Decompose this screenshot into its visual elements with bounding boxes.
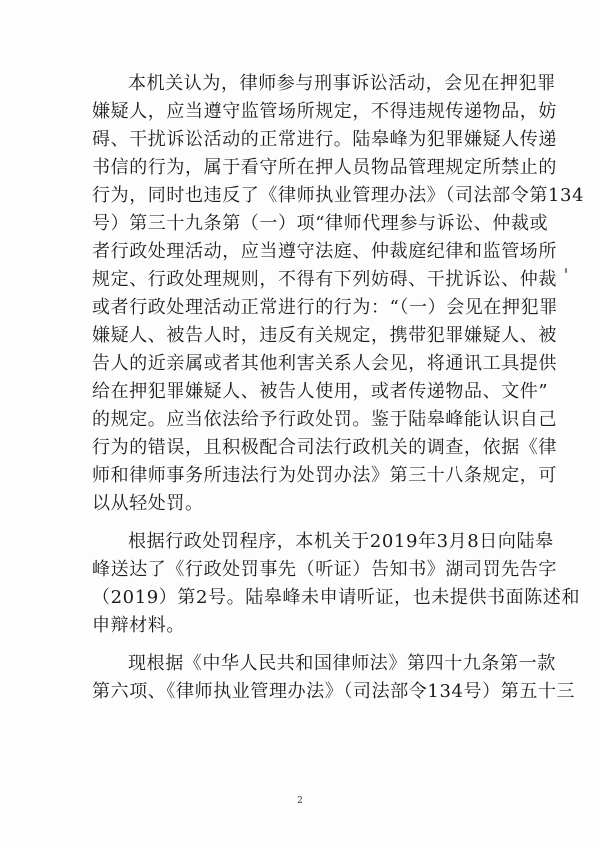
text-line: 告人的近亲属或者其他利害关系人会见，将通讯工具提供 bbox=[92, 353, 557, 374]
text-line: 嫌疑人、被告人时，违反有关规定，携带犯罪嫌疑人、被 bbox=[92, 325, 557, 346]
text-line: 或者行政处理活动正常进行的行为：“（一）会见在押犯罪 bbox=[92, 297, 558, 318]
text-line: 行为，同时也违反了《律师执业管理办法》（司法部令第134 bbox=[92, 185, 585, 206]
text-line: 第六项、《律师执业管理办法》（司法部令134号）第五十三 bbox=[92, 681, 576, 702]
text-line: 申辩材料。 bbox=[92, 615, 185, 636]
text-line: 者行政处理活动，应当遵守法庭、仲裁庭纪律和监管场所 bbox=[92, 241, 557, 262]
text-line: （2019）第2号。陆皋峰未申请听证，也未提供书面陈述和 bbox=[92, 587, 581, 608]
text-line: 根据行政处罚程序，本机关于2019年3月8日向陆皋 bbox=[128, 531, 554, 552]
document-body bbox=[92, 70, 585, 716]
text-line: 给在押犯罪嫌疑人、被告人使用，或者传递物品、文件” bbox=[92, 381, 549, 402]
text-line: 的规定。应当依法给予行政处罚。鉴于陆皋峰能认识自己 bbox=[92, 409, 557, 430]
text-line: 嫌疑人，应当遵守监管场所规定，不得违规传递物品，妨 bbox=[92, 101, 557, 122]
scan-speck bbox=[565, 268, 567, 273]
text-line: 现根据《中华人民共和国律师法》第四十九条第一款 bbox=[128, 653, 556, 674]
text-line: 以从轻处罚。 bbox=[92, 493, 204, 514]
paragraph-1 bbox=[92, 70, 585, 518]
text-line: 规定、行政处理规则，不得有下列妨碍、干扰诉讼、仲裁 bbox=[92, 269, 557, 290]
text-line: 峰送达了《行政处罚事先（听证）告知书》湖司罚先告字 bbox=[92, 559, 557, 580]
text-line: 师和律师事务所违法行为处罚办法》第三十八条规定，可 bbox=[92, 465, 557, 486]
text-line: 号）第三十九条第（一）项“律师代理参与诉讼、仲裁或 bbox=[92, 213, 549, 234]
text-line: 本机关认为，律师参与刑事诉讼活动，会见在押犯罪 bbox=[128, 73, 556, 94]
paragraph-3 bbox=[92, 650, 576, 706]
text-line: 行为的错误，且积极配合司法行政机关的调查，依据《律 bbox=[92, 437, 557, 458]
text-line: 书信的行为，属于看守所在押人员物品管理规定所禁止的 bbox=[92, 157, 557, 178]
text-line: 碍、干扰诉讼活动的正常进行。陆皋峰为犯罪嫌疑人传递 bbox=[92, 129, 557, 150]
paragraph-2 bbox=[92, 528, 581, 640]
page-number: 2 bbox=[297, 796, 303, 806]
